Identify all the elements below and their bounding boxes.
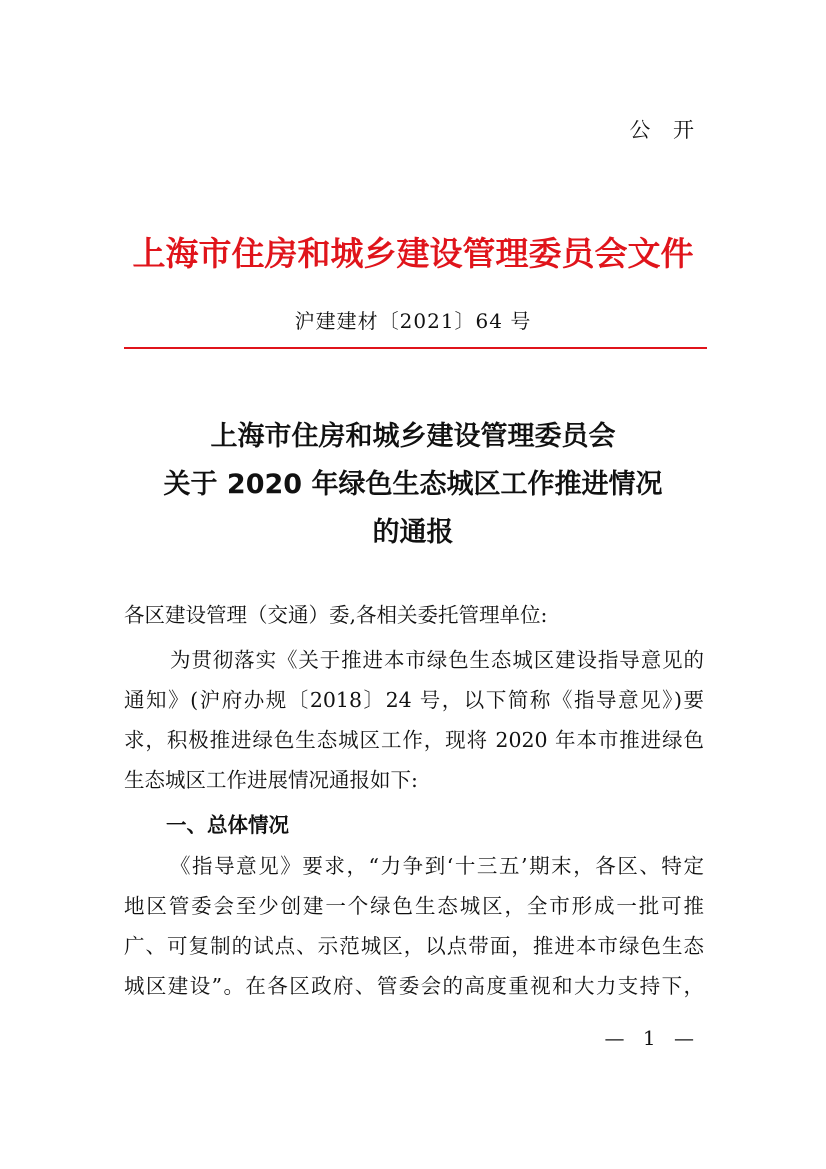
paragraph2-line: 《指导意见》要求，“力争到‘十三五’期末，各区、特定 [170,854,704,878]
title-line-2: 关于 2020 年绿色生态城区工作推进情况 [163,469,663,500]
salutation: 各区建设管理（交通）委,各相关委托管理单位: [124,603,548,627]
red-divider [124,347,707,349]
paragraph2-line: 地区管委会至少创建一个绿色生态城区，全市形成一批可推 [124,894,704,918]
paragraph1-line: 求，积极推进绿色生态城区工作，现将 2020 年本市推进绿色 [124,728,704,752]
section-heading-1: 一、总体情况 [166,813,289,837]
paragraph2-line: 广、可复制的试点、示范城区，以点带面，推进本市绿色生态 [124,934,704,958]
title-line-3: 的通报 [372,517,454,548]
paragraph1-line: 为贯彻落实《关于推进本市绿色生态城区建设指导意见的 [170,648,704,672]
disclosure-label: 公 开 [629,118,702,142]
paragraph1-line: 通知》(沪府办规〔2018〕24 号，以下简称《指导意见》)要 [124,688,704,712]
title-line-1: 上海市住房和城乡建设管理委员会 [210,421,616,452]
paragraph1-line: 生态城区工作进展情况通报如下: [124,768,418,792]
page-number: — 1 — [604,1026,700,1050]
paragraph2-line: 城区建设”。在各区政府、管委会的高度重视和大力支持下， [124,974,704,998]
issuer-heading: 上海市住房和城乡建设管理委员会文件 [132,234,694,273]
document-number: 沪建建材〔2021〕64 号 [294,309,532,333]
